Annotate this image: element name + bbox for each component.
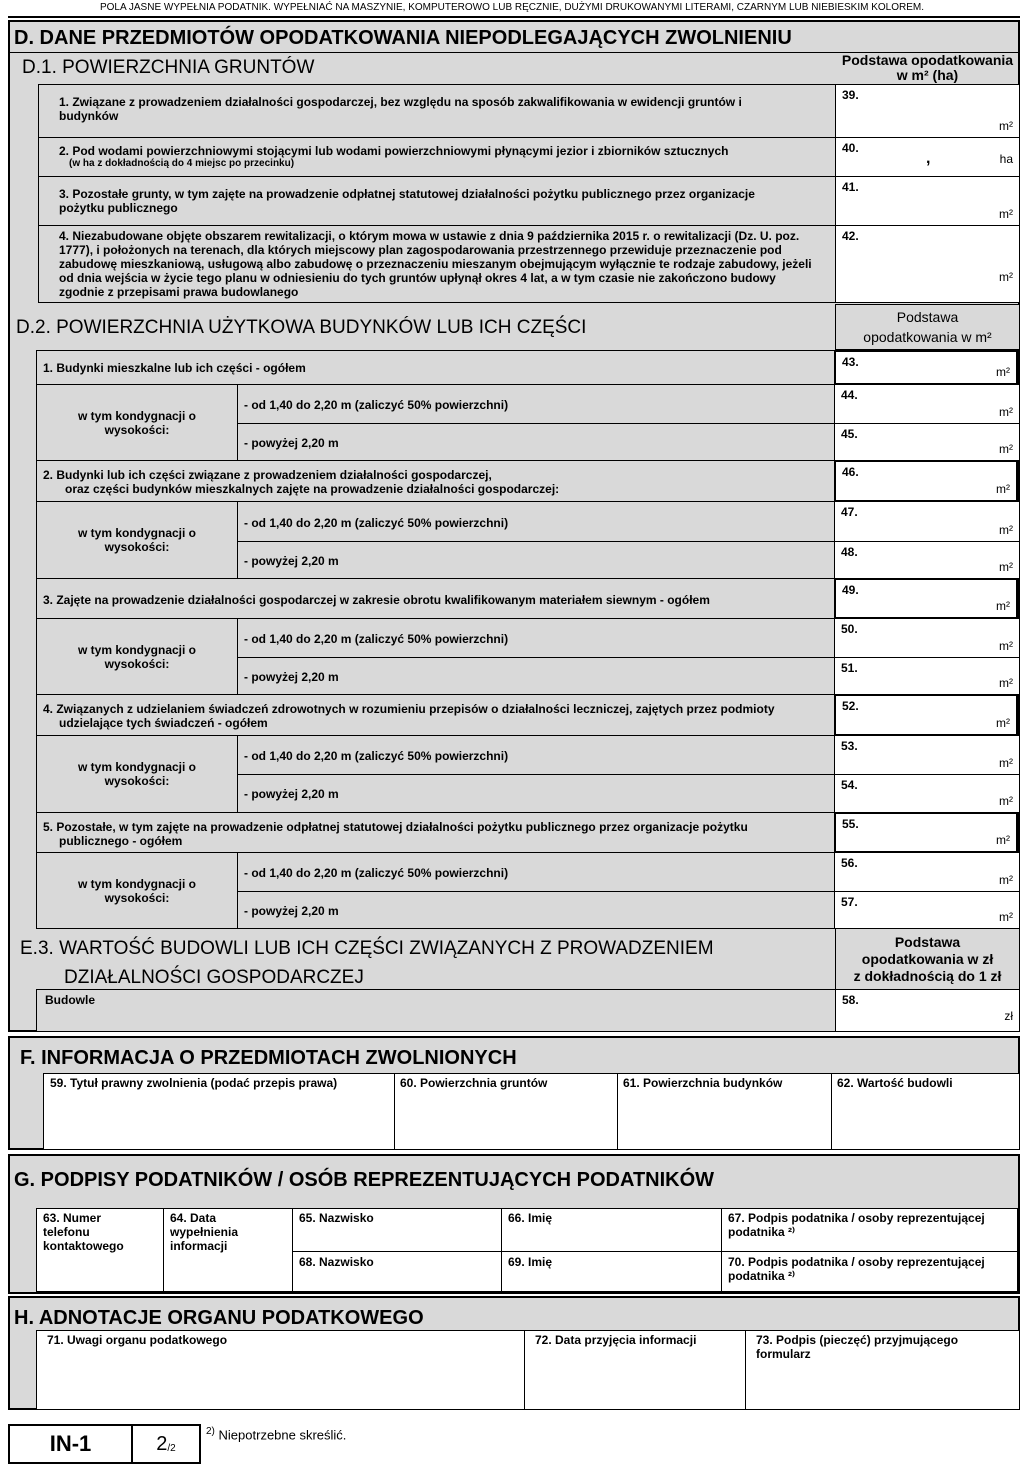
d1-column-header [835,53,1020,83]
d2-group-5-sub-b: - powyżej 2,20 m [237,891,835,929]
field-55[interactable] [834,812,1018,853]
field-64[interactable] [163,1208,293,1292]
section-h-title: H. ADNOTACJE ORGANU PODATKOWEGO [14,1307,424,1329]
field-55-unit: m² [996,833,1010,847]
d2-group-2-text: 2. Budynki lub ich części związane z prowadzeniem działalności gospodarczej, [43,468,492,482]
e3-row-label: Budowle [45,993,95,1007]
footnote-text: Niepotrzebne skreślić. [218,1427,347,1443]
d2-group-1-label: w tym kondygnacji o wysokości: [36,384,238,461]
d2-group-2-main [36,460,835,502]
field-69-label: 69. Imię [508,1255,553,1269]
d2-group-3-main [36,578,835,619]
field-42-unit: m² [999,270,1013,284]
d1-row-2 [38,137,836,177]
field-62-label: 62. Wartość budowli [837,1076,953,1090]
section-d-title: D. DANE PRZEDMIOTÓW OPODATKOWANIA NIEPODLEGAJĄCYCH ZWOLNIENIU [14,27,792,49]
d2-group-2-label: w tym kondygnacji o wysokości: [36,501,238,579]
field-63[interactable] [36,1208,164,1292]
field-50-unit: m² [999,639,1013,653]
field-52-unit: m² [996,716,1010,730]
field-58-unit: zł [1004,1009,1013,1023]
d1-row-4 [38,225,836,303]
field-43-unit: m² [996,365,1010,379]
field-49[interactable] [834,578,1018,619]
d2-group-4-main [36,694,835,736]
d2-group-4-label: w tym kondygnacji o wysokości: [36,735,238,813]
d2-group-4-sub-b: - powyżej 2,20 m [237,774,835,813]
field-61[interactable] [617,1073,832,1150]
field-68-label: 68. Nazwisko [299,1255,374,1269]
field-53[interactable] [834,735,1020,775]
field-45-num: 45. [841,427,858,441]
page-number [131,1424,201,1464]
field-69[interactable] [501,1251,722,1292]
field-53-num: 53. [841,739,858,753]
field-70[interactable] [721,1251,1018,1292]
field-54[interactable] [834,774,1020,813]
field-50-num: 50. [841,622,858,636]
field-50[interactable] [834,618,1020,658]
field-40-unit: ha [999,152,1013,166]
e3-col-header-line3: z dokładnością do 1 zł [853,967,1002,984]
d1-col-header-line1: Podstawa opodatkowania [841,52,1014,68]
field-54-num: 54. [841,778,858,792]
d2-group-3-sub-a: - od 1,40 do 2,20 m (zaliczyć 50% powierzchni) [237,618,835,658]
field-66[interactable] [501,1208,722,1252]
d1-row-1-text: 1. Związane z prowadzeniem działalności gospodarczej, bez względu na sposób zakwalifikowania w ewidencji gruntów i budynków [59,95,742,123]
field-39-unit: m² [999,119,1013,133]
field-42[interactable] [835,225,1020,303]
field-60[interactable] [394,1073,618,1150]
form-code: IN-1 [8,1424,133,1464]
field-43-num: 43. [842,355,859,369]
field-49-unit: m² [996,599,1010,613]
d2-group-5-label: w tym kondygnacji o wysokości: [36,852,238,929]
field-58-num: 58. [842,993,859,1007]
d2-column-header [835,304,1020,350]
d2-group-3-sub-b: - powyżej 2,20 m [237,657,835,695]
field-41-num: 41. [842,180,859,194]
field-44-num: 44. [841,388,858,402]
field-44-unit: m² [999,405,1013,419]
field-73-label: 73. Podpis (pieczęć) przyjmującego formularz [756,1333,959,1361]
field-41[interactable] [835,176,1020,226]
field-55-num: 55. [842,817,859,831]
field-68[interactable] [292,1251,502,1292]
d2-group-4-sub-a: - od 1,40 do 2,20 m (zaliczyć 50% powierzchni) [237,735,835,775]
field-44[interactable] [834,384,1020,424]
field-52[interactable] [834,694,1018,736]
field-52-num: 52. [842,699,859,713]
d2-group-4-text: 4. Związanych z udzielaniem świadczeń zdrowotnych w rozumieniu przepisów o działalności leczniczej, zajętych przez podmioty [43,702,775,716]
field-72-label: 72. Data przyjęcia informacji [535,1333,697,1347]
page-total: /2 [167,1442,176,1454]
field-56[interactable] [834,852,1020,892]
d2-col-header-line1: Podstawa [896,309,959,325]
d2-group-1-main [36,350,835,385]
field-64-label: 64. Data wypełnienia informacji [170,1211,239,1253]
field-48-num: 48. [841,545,858,559]
field-65-label: 65. Nazwisko [299,1211,374,1225]
d2-group-1-sub-a: - od 1,40 do 2,20 m (zaliczyć 50% powierzchni) [237,384,835,424]
page-current: 2 [156,1432,168,1455]
field-39-num: 39. [842,88,859,102]
field-40-comma: , [926,150,931,167]
d2-group-2-sub-b: - powyżej 2,20 m [237,541,835,579]
e3-col-header-line2: opodatkowania w zł [861,950,994,967]
d2-group-1-text: 1. Budynki mieszkalne lub ich części - ogółem [43,361,306,375]
field-40-num: 40. [842,141,859,155]
field-54-unit: m² [999,794,1013,808]
field-62[interactable] [831,1073,1020,1150]
field-57-unit: m² [999,910,1013,924]
field-47-num: 47. [841,505,858,519]
field-46[interactable] [834,460,1018,502]
field-46-num: 46. [842,465,859,479]
e3-title [20,934,714,992]
d1-row-3-text: 3. Pozostałe grunty, w tym zajęte na prowadzenie odpłatnej statutowej działalności pożytku publicznego przez organizacje pożytku publicznego [59,187,755,215]
field-39[interactable] [835,84,1020,138]
e3-title-line1: E.3. WARTOŚĆ BUDOWLI LUB ICH CZĘŚCI ZWIĄZANYCH Z PROWADZENIEM [20,938,714,959]
field-67-label: 67. Podpis podatnika / osoby reprezentującej podatnika ²⁾ [728,1211,985,1239]
e3-column-header [835,928,1020,990]
top-rule [8,16,1020,18]
field-40[interactable] [835,137,1020,177]
field-45-unit: m² [999,442,1013,456]
d2-group-3-label: w tym kondygnacji o wysokości: [36,618,238,695]
field-57-num: 57. [841,895,858,909]
field-63-label: 63. Numer telefonu kontaktowego [43,1211,124,1253]
field-56-num: 56. [841,856,858,870]
field-71[interactable] [36,1330,525,1410]
e3-col-header-line1: Podstawa [894,933,961,950]
d2-group-4-text2: udzielające tych świadczeń - ogółem [59,716,268,730]
field-47[interactable] [834,501,1020,542]
field-43[interactable] [834,350,1018,385]
field-48[interactable] [834,541,1020,579]
d1-title: D.1. POWIERZCHNIA GRUNTÓW [22,57,315,78]
section-f-title: F. INFORMACJA O PRZEDMIOTACH ZWOLNIONYCH [20,1047,517,1069]
field-48-unit: m² [999,560,1013,574]
d1-row-2-note: (w ha z dokładnością do 4 miejsc po przecinku) [69,158,295,169]
d2-group-5-text: 5. Pozostałe, w tym zajęte na prowadzenie odpłatnej statutowej działalności pożytku publicznego przez organizacje pożytku [43,820,748,834]
d1-row-2-text: 2. Pod wodami powierzchniowymi stojącymi lub wodami powierzchniowymi płynącymi jezior i zbiorników sztucznych [59,144,729,158]
field-70-label: 70. Podpis podatnika / osoby reprezentującej podatnika ²⁾ [728,1255,985,1283]
field-51[interactable] [834,657,1020,695]
field-49-num: 49. [842,583,859,597]
field-46-unit: m² [996,482,1010,496]
field-51-unit: m² [999,676,1013,690]
d1-row-3 [38,176,836,226]
d2-group-5-sub-a: - od 1,40 do 2,20 m (zaliczyć 50% powierzchni) [237,852,835,892]
d2-group-2-sub-a: - od 1,40 do 2,20 m (zaliczyć 50% powierzchni) [237,501,835,542]
d2-group-5-main [36,812,835,853]
field-71-label: 71. Uwagi organu podatkowego [47,1333,228,1347]
field-65[interactable] [292,1208,502,1252]
section-g-title: G. PODPISY PODATNIKÓW / OSÓB REPREZENTUJĄCYCH PODATNIKÓW [14,1169,715,1191]
d2-group-5-text2: publicznego - ogółem [59,834,183,848]
footnote [206,1426,346,1442]
field-51-num: 51. [841,661,858,675]
field-60-label: 60. Powierzchnia gruntów [400,1076,548,1090]
d2-group-1-sub-b: - powyżej 2,20 m [237,423,835,461]
d2-col-header-line2: opodatkowania w m² [863,329,992,345]
field-72[interactable] [524,1330,746,1410]
d1-col-header-line2: w m² (ha) [896,67,959,83]
field-67[interactable] [721,1208,1018,1252]
field-56-unit: m² [999,873,1013,887]
field-47-unit: m² [999,523,1013,537]
field-42-num: 42. [842,229,859,243]
e3-title-line2: DZIAŁALNOŚCI GOSPODARCZEJ [64,967,364,988]
field-57[interactable] [834,891,1020,929]
d2-group-2-text2: oraz części budynków mieszkalnych zajęte na prowadzenie działalności gospodarczej: [65,482,560,496]
field-61-label: 61. Powierzchnia budynków [623,1076,783,1090]
field-59-label: 59. Tytuł prawny zwolnienia (podać przepis prawa) [50,1076,338,1090]
d1-row-4-text: 4. Niezabudowane objęte obszarem rewitalizacji, o którym mowa w ustawie z dnia 9 października 2015 r. o rewitalizacji (Dz. U. poz. 1777), i położonych na terenach, dla których miejscowy plan zagospodarowania przestrzennego przewiduje przeznaczenie pod zabudowę mieszkaniową, usługową albo zabudowę o przeznaczeniu mieszanym obejmującym wyłącznie te rodzaje zabudowy, jeżeli od dnia wejścia w życie tego planu w odniesieniu do tych gruntów upłynął okres 4 lat, a w tym czasie nie zakończono budowy zgodnie z przepisami prawa budowlanego [59,229,812,299]
field-45[interactable] [834,423,1020,461]
footnote-mark: 2) [206,1426,215,1437]
field-58[interactable] [835,989,1020,1032]
d2-group-3-text: 3. Zajęte na prowadzenie działalności gospodarczej w zakresie obrotu kwalifikowanym materiałem siewnym - ogółem [43,593,710,607]
e3-row-budowle [36,989,836,1032]
field-66-label: 66. Imię [508,1211,553,1225]
field-59[interactable] [43,1073,395,1150]
d1-row-1 [38,84,836,138]
top-note: POLA JASNE WYPEŁNIA PODATNIK. WYPEŁNIAĆ NA MASZYNIE, KOMPUTEROWO LUB RĘCZNIE, DUŻYMI DRUKOWANYMI LITERAMI, CZARNYM LUB NIEBIESKIM KOLOREM. [99,2,925,13]
field-41-unit: m² [999,207,1013,221]
d2-title: D.2. POWIERZCHNIA UŻYTKOWA BUDYNKÓW LUB ICH CZĘŚCI [16,317,587,338]
field-73[interactable] [745,1330,1020,1410]
field-53-unit: m² [999,756,1013,770]
